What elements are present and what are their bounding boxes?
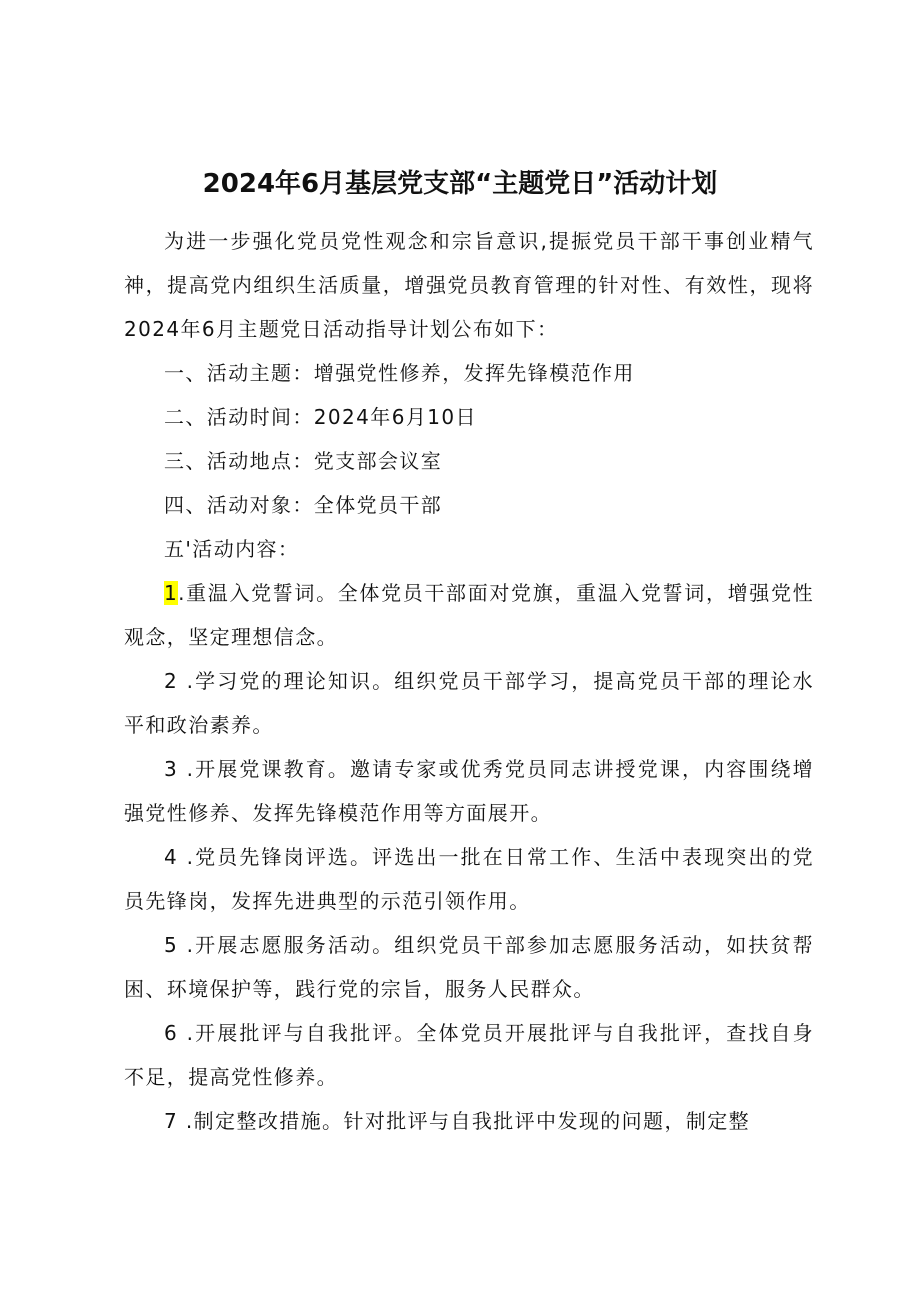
content-item-6: [124, 1011, 814, 1099]
document-body: [124, 219, 814, 1143]
content-item-text: .开展批评与自我批评。全体党员开展批评与自我批评，查找自身不足，提高党性修养。: [124, 1021, 814, 1089]
content-item-text: .学习党的理论知识。组织党员干部学习，提高党员干部的理论水平和政治素养。: [124, 669, 814, 737]
content-item-2: [124, 659, 814, 747]
content-item-text: .重温入党誓词。全体党员干部面对党旗，重温入党誓词，增强党性观念，坚定理想信念。: [124, 581, 814, 649]
highlighted-number: 1: [164, 581, 179, 605]
content-item-number: 3: [164, 757, 179, 781]
section-theme: 一、活动主题：增强党性修养，发挥先锋模范作用: [164, 361, 635, 385]
intro-paragraph: 为进一步强化党员党性观念和宗旨意识,提振党员干部干事创业精气神，提高党内组织生活质量，增强党员教育管理的针对性、有效性，现将2024年6月主题党日活动指导计划公布如下：: [124, 229, 814, 341]
content-item-number: 5: [164, 933, 179, 957]
content-item-1: [124, 571, 814, 659]
content-item-4: [124, 835, 814, 923]
section-audience: 四、活动对象：全体党员干部: [164, 493, 443, 517]
content-item-5: [124, 923, 814, 1011]
content-item-number: 6: [164, 1021, 179, 1045]
section-content-heading: 五'活动内容：: [164, 537, 300, 561]
document-title: 2024年6月基层党支部“主题党日”活动计划: [202, 169, 718, 199]
content-item-3: [124, 747, 814, 835]
section-time: 二、活动时间：2024年6月10日: [164, 405, 477, 429]
content-item-number: 4: [164, 845, 179, 869]
content-item-number: 7: [164, 1109, 179, 1133]
content-item-text: .党员先锋岗评选。评选出一批在日常工作、生活中表现突出的党员先锋岗，发挥先进典型的示范引领作用。: [124, 845, 814, 913]
content-item-text: .开展志愿服务活动。组织党员干部参加志愿服务活动，如扶贫帮困、环境保护等，践行党的宗旨，服务人民群众。: [124, 933, 814, 1001]
content-item-text: .制定整改措施。针对批评与自我批评中发现的问题，制定整: [178, 1109, 751, 1133]
content-item-number: 2: [164, 669, 179, 693]
section-location: 三、活动地点：党支部会议室: [164, 449, 443, 473]
content-item-text: .开展党课教育。邀请专家或优秀党员同志讲授党课，内容围绕增强党性修养、发挥先锋模范作用等方面展开。: [124, 757, 814, 825]
content-item-7: [124, 1099, 814, 1143]
